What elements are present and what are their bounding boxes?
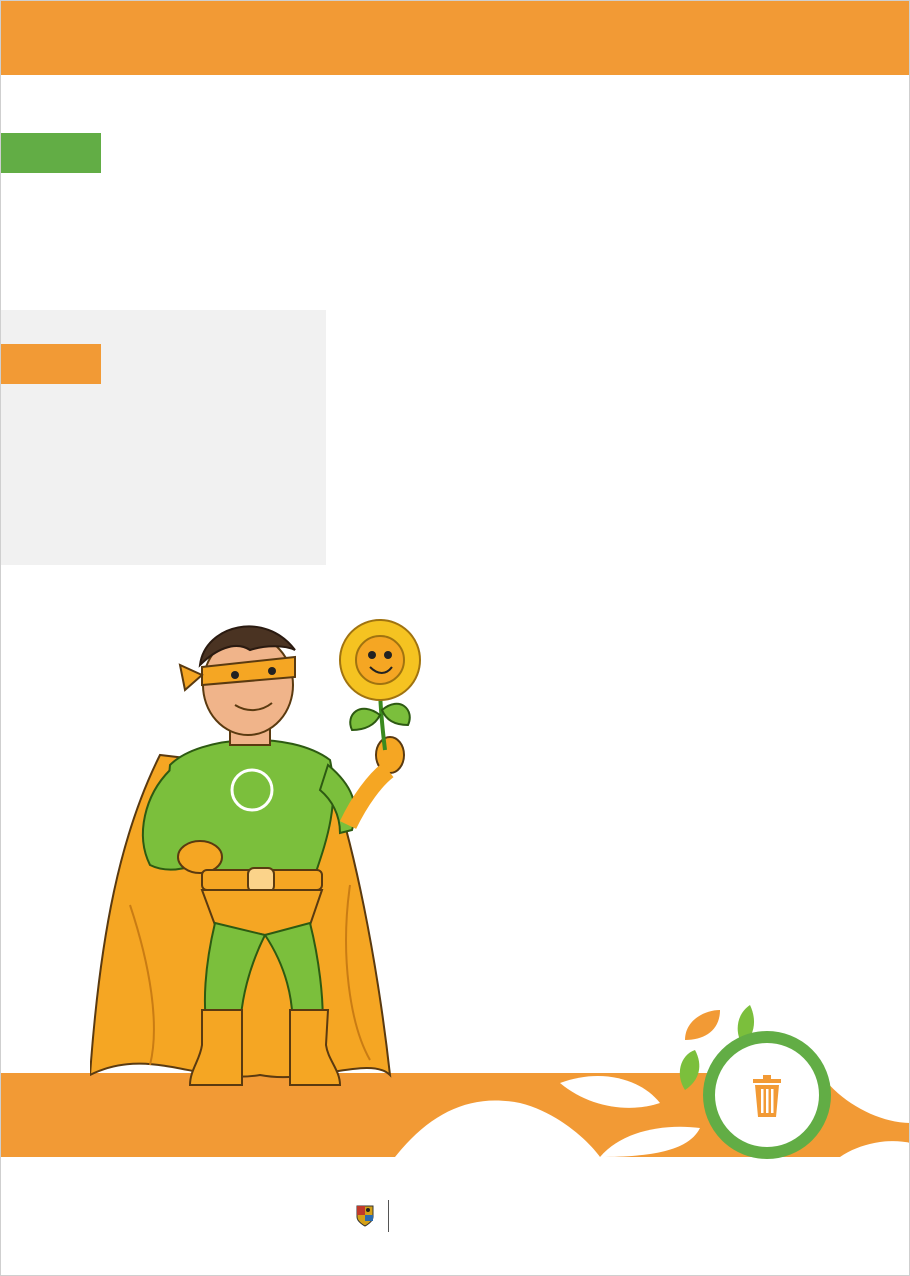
footer-separator xyxy=(388,1200,389,1232)
footer xyxy=(356,1196,401,1236)
section-tag-pszok xyxy=(0,133,101,173)
czysta-swidnica-logo xyxy=(665,995,840,1170)
header-bar xyxy=(0,0,910,75)
question-title-1 xyxy=(124,118,824,150)
mascot-illustration xyxy=(90,605,440,1095)
coat-of-arms-icon xyxy=(356,1205,374,1227)
question-title-2 xyxy=(124,331,824,363)
section-tag-orange xyxy=(0,344,101,384)
